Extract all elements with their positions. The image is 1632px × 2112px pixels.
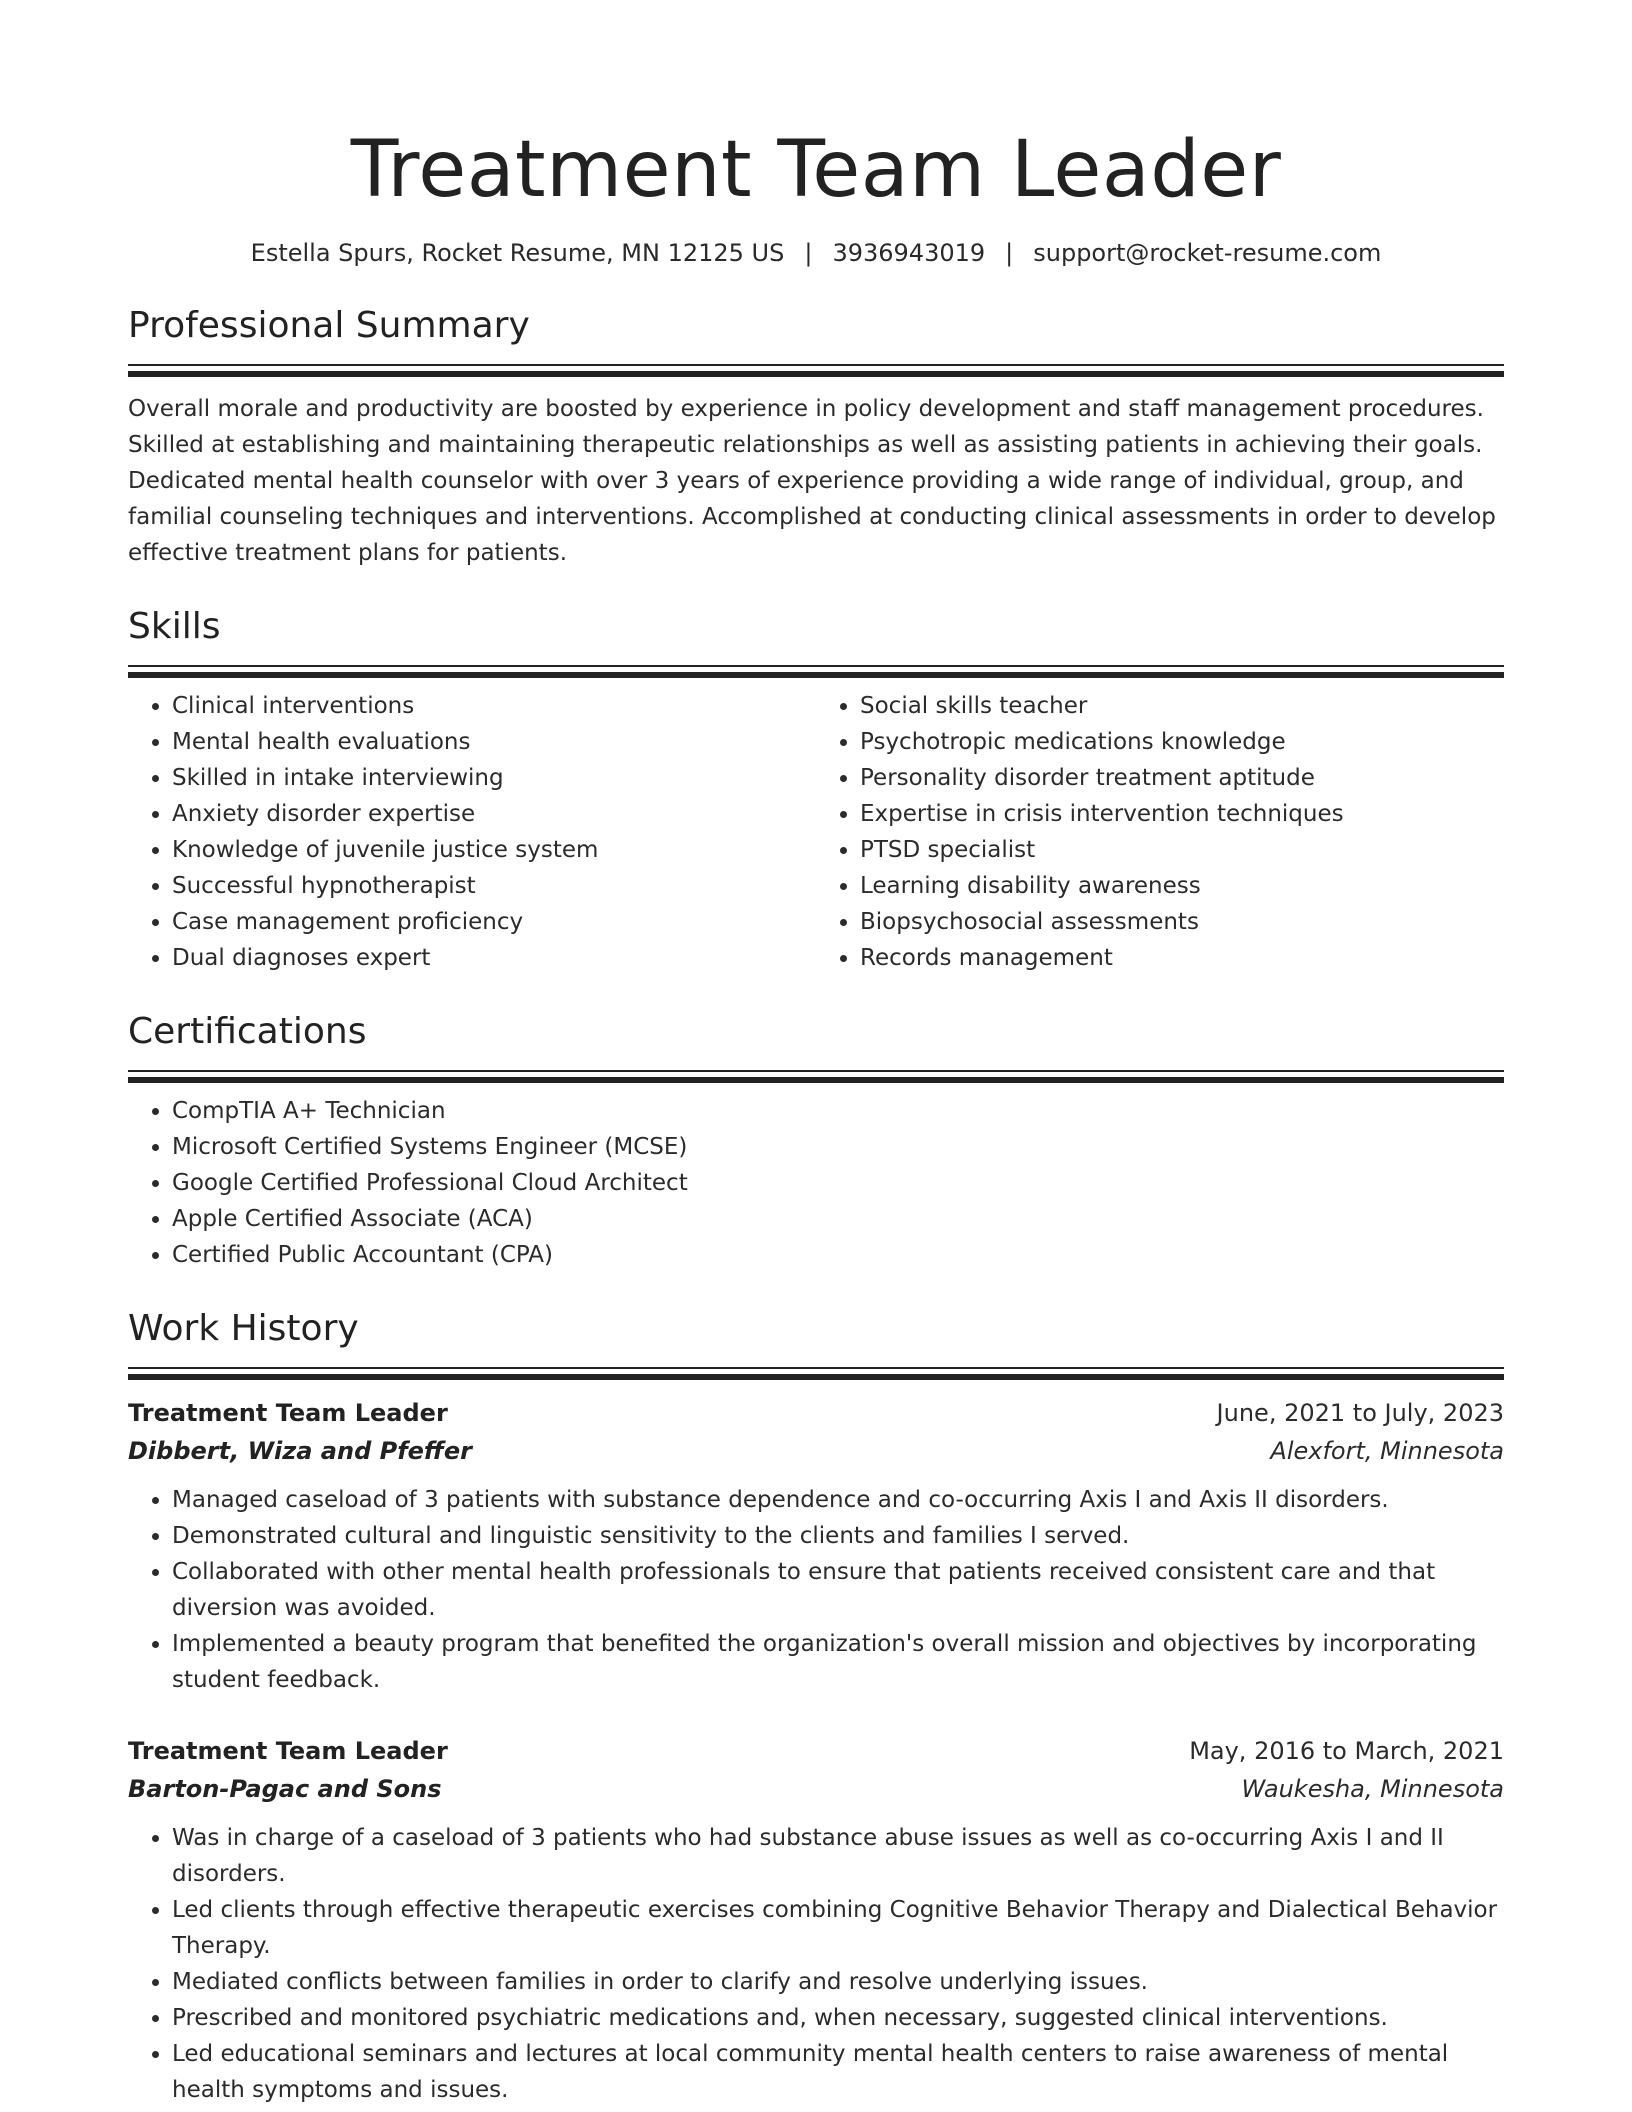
job-bullet: • Was in charge of a caseload of 3 patients who had substance abuse issues as well as co-occurring Axis I and II disorders. bbox=[172, 1820, 1504, 1892]
certifications-section bbox=[128, 1010, 1504, 1273]
skill-item: • Skilled in intake interviewing bbox=[172, 760, 816, 796]
skill-item: • Knowledge of juvenile justice system bbox=[172, 832, 816, 868]
skill-item: • Successful hypnotherapist bbox=[172, 868, 816, 904]
work-history-header bbox=[128, 1307, 1504, 1380]
certifications-heading: Certifications bbox=[128, 1011, 367, 1052]
certification-item: • CompTIA A+ Technician bbox=[172, 1093, 1504, 1129]
job-company-row bbox=[128, 1770, 1504, 1808]
job-company: Dibbert, Wiza and Pfeffer bbox=[128, 1437, 473, 1465]
skills-list-left bbox=[128, 688, 816, 976]
section-divider bbox=[128, 665, 1504, 678]
certification-item: • Apple Certified Associate (ACA) bbox=[172, 1201, 1504, 1237]
job-entry bbox=[128, 1394, 1504, 1698]
job-bullet: • Managed caseload of 3 patients with substance dependence and co-occurring Axis I and Axis II disorders. bbox=[172, 1482, 1504, 1518]
certifications-list bbox=[128, 1093, 1504, 1273]
job-bullet: • Prescribed and monitored psychiatric medications and, when necessary, suggested clinical interventions. bbox=[172, 2000, 1504, 2036]
skill-item: • Dual diagnoses expert bbox=[172, 940, 816, 976]
skill-item: • Biopsychosocial assessments bbox=[860, 904, 1504, 940]
skill-item: • Clinical interventions bbox=[172, 688, 816, 724]
job-bullet: • Demonstrated cultural and linguistic sensitivity to the clients and families I served. bbox=[172, 1518, 1504, 1554]
skill-item: • Expertise in crisis intervention techniques bbox=[860, 796, 1504, 832]
job-location: Waukesha, Minnesota bbox=[1241, 1775, 1504, 1803]
skills-section bbox=[128, 605, 1504, 976]
certification-item: • Google Certified Professional Cloud Architect bbox=[172, 1165, 1504, 1201]
summary-section bbox=[128, 304, 1504, 571]
job-title-row bbox=[128, 1394, 1504, 1432]
work-history-section bbox=[128, 1307, 1504, 2108]
skill-item: • Records management bbox=[860, 940, 1504, 976]
skill-item: • Mental health evaluations bbox=[172, 724, 816, 760]
job-title: Treatment Team Leader bbox=[128, 1737, 448, 1765]
job-dates: May, 2016 to March, 2021 bbox=[1189, 1737, 1504, 1765]
job-location: Alexfort, Minnesota bbox=[1270, 1437, 1504, 1465]
job-title: Treatment Team Leader bbox=[128, 1399, 448, 1427]
section-divider bbox=[128, 1367, 1504, 1380]
job-title-row bbox=[128, 1732, 1504, 1770]
contact-address: Estella Spurs, Rocket Resume, MN 12125 US bbox=[250, 239, 785, 267]
job-bullet: • Implemented a beauty program that benefited the organization's overall mission and objectives by incorporating student feedback. bbox=[172, 1626, 1504, 1698]
certification-item: • Certified Public Accountant (CPA) bbox=[172, 1237, 1504, 1273]
summary-text: Overall morale and productivity are boosted by experience in policy development and staff management procedures. Skilled at establishing and maintaining therapeutic relationships as well as assisting patients in achieving their goals. Dedicated mental health counselor with over 3 years of experience providing a wide range of individual, group, and familial counseling techniques and interventions. Accomplished at conducting clinical assessments in order to develop effective treatment plans for patients. bbox=[128, 396, 1496, 566]
job-bullets bbox=[128, 1482, 1504, 1698]
skills-grid bbox=[128, 688, 1504, 976]
contact-separator: | bbox=[1005, 239, 1014, 267]
skill-item: • Case management proficiency bbox=[172, 904, 816, 940]
job-bullets bbox=[128, 1820, 1504, 2108]
contact-line bbox=[128, 236, 1504, 270]
skill-item: • Psychotropic medications knowledge bbox=[860, 724, 1504, 760]
job-bullet: • Collaborated with other mental health professionals to ensure that patients received consistent care and that diversion was avoided. bbox=[172, 1554, 1504, 1626]
summary-heading: Professional Summary bbox=[128, 305, 530, 346]
contact-phone: 3936943019 bbox=[832, 239, 986, 267]
skill-item: • Learning disability awareness bbox=[860, 868, 1504, 904]
work-history-heading: Work History bbox=[128, 1308, 359, 1349]
contact-email: support@rocket-resume.com bbox=[1033, 239, 1382, 267]
job-company-row bbox=[128, 1432, 1504, 1470]
job-entry bbox=[128, 1732, 1504, 2108]
certification-item: • Microsoft Certified Systems Engineer (MCSE) bbox=[172, 1129, 1504, 1165]
job-bullet: • Led clients through effective therapeutic exercises combining Cognitive Behavior Therapy and Dialectical Behavior Therapy. bbox=[172, 1892, 1504, 1964]
skills-header bbox=[128, 605, 1504, 678]
job-bullet: • Mediated conflicts between families in order to clarify and resolve underlying issues. bbox=[172, 1964, 1504, 2000]
resume-page bbox=[128, 120, 1504, 2108]
contact-separator: | bbox=[804, 239, 813, 267]
summary-header bbox=[128, 304, 1504, 377]
skill-item: • Anxiety disorder expertise bbox=[172, 796, 816, 832]
resume-title: Treatment Team Leader bbox=[350, 125, 1282, 215]
job-bullet: • Led educational seminars and lectures at local community mental health centers to raise awareness of mental health symptoms and issues. bbox=[172, 2036, 1504, 2108]
certifications-header bbox=[128, 1010, 1504, 1083]
skills-heading: Skills bbox=[128, 606, 221, 647]
skills-list-right bbox=[816, 688, 1504, 976]
skill-item: • Personality disorder treatment aptitude bbox=[860, 760, 1504, 796]
skill-item: • Social skills teacher bbox=[860, 688, 1504, 724]
section-divider bbox=[128, 1070, 1504, 1083]
section-divider bbox=[128, 364, 1504, 377]
skill-item: • PTSD specialist bbox=[860, 832, 1504, 868]
job-dates: June, 2021 to July, 2023 bbox=[1216, 1399, 1504, 1427]
job-company: Barton-Pagac and Sons bbox=[128, 1775, 442, 1803]
